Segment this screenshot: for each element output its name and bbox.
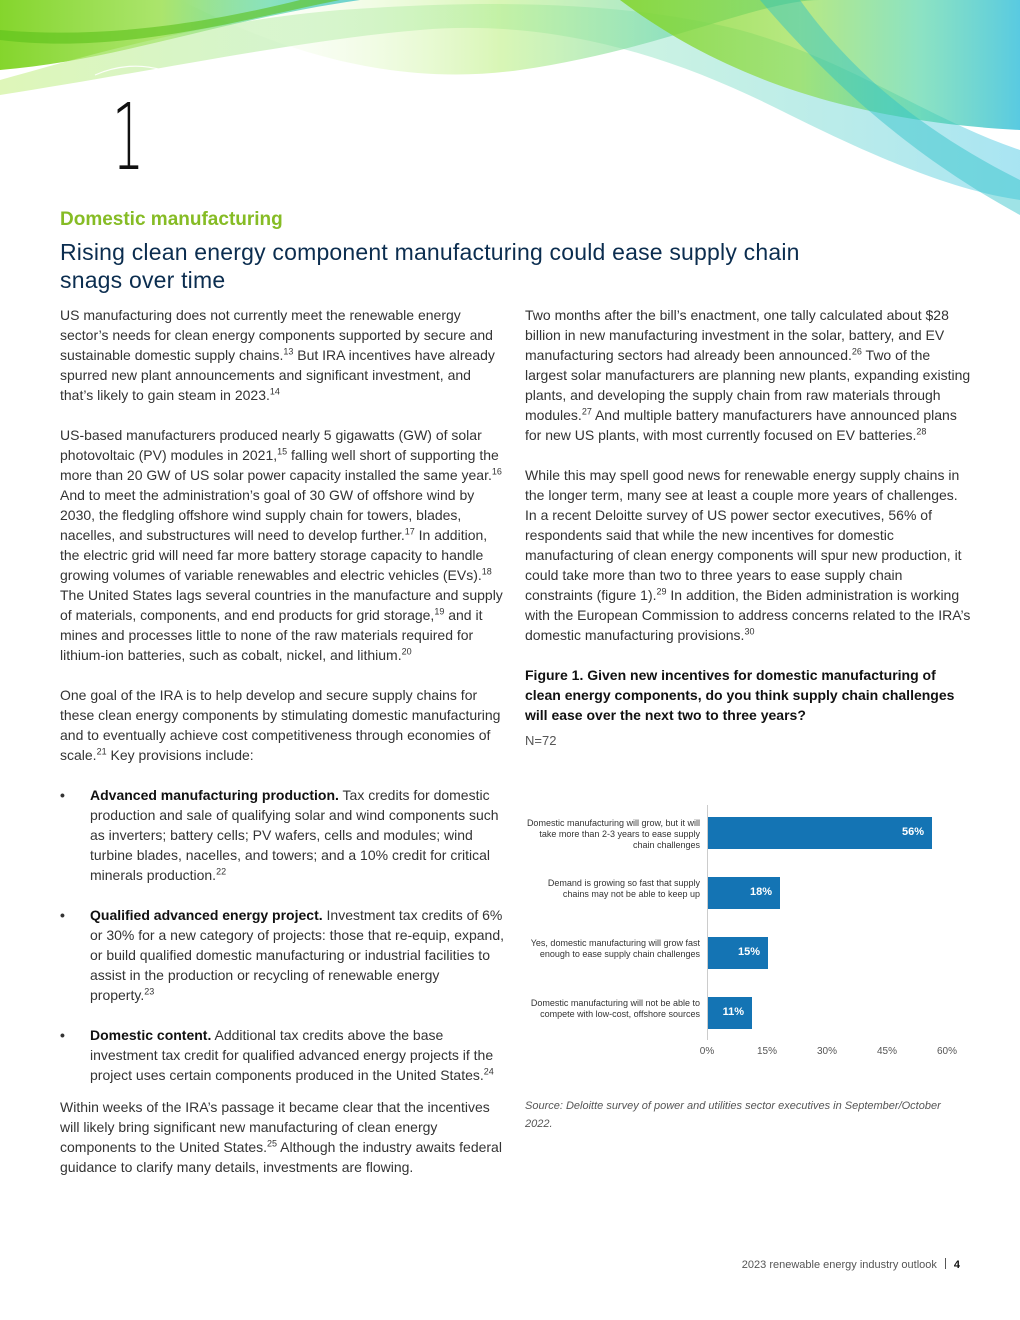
bullet-marker: • (60, 787, 65, 803)
footnote-ref[interactable]: 15 (277, 446, 288, 457)
chart-category-label: Demand is growing so fast that supply chains may not be able to keep up (547, 878, 700, 899)
page-number: 4 (953, 1259, 960, 1271)
bullet-marker: • (60, 1027, 65, 1043)
chart-bar-value-label: 11% (722, 1006, 744, 1018)
figure-source: Source: Deloitte survey of power and utilities sector executives in September/October 2022. (525, 1100, 941, 1130)
section-number: 1 (112, 84, 145, 191)
footnote-ref[interactable]: 18 (481, 566, 492, 577)
figure-sample-size: N=72 (525, 733, 557, 748)
chart-x-tick-label: 45% (876, 1046, 898, 1057)
chart-bar-value-label: 18% (749, 886, 772, 898)
footnote-ref[interactable]: 26 (851, 346, 862, 357)
list-item: • Advanced manufacturing production. Tax credits for domestic production and sale of qualifying solar and wind components such as inverters; battery cells; PV wafers, cells and modules; wind turbine blades, nacelles, and towers; and a 10% credit for critical minerals production.$^{22}$ (60, 787, 499, 883)
paragraph: US-based manufacturers produced nearly 5 gigawatts (GW) of solar photovoltaic (PV) modules in 2021,15 falling well short of supporting the more than 20 GW of US solar power capacity installed the same year.$^{16}$ And to meet the administration’s goal of 30 GW of offshore wind by 2030, the fledgling offshore wind supply chain for towers, blades, nacelles, and substructures will need to develop further.$^{17}$ In addition, the electric grid will need far more battery storage capacity to handle growing volumes of variable renewables and electric vehicles (EVs).$^{18}$ The United States lags several countries in the manufacture and supply of materials, components, and end products for grid storage,$^{19}$ and it mines and processes little to none of the raw materials required for lithium-ion batteries, such as cobalt, nickel, and lithium.$^{20}$ (60, 427, 503, 663)
footnote-ref[interactable]: 23 (144, 986, 155, 997)
footnote-ref[interactable]: 24 (483, 1066, 494, 1077)
list-item-title: Domestic content. (90, 1027, 212, 1043)
chart-x-tick-label: 60% (936, 1046, 958, 1057)
left-column (60, 305, 505, 1197)
chart-x-tick-label: 15% (756, 1046, 778, 1057)
header-banner (0, 0, 1020, 240)
page-headline: Rising clean energy component manufacturing could ease supply chain snags over time (60, 239, 800, 293)
footnote-ref[interactable]: 25 (267, 1138, 278, 1149)
chart-bar-value-label: 56% (901, 826, 924, 838)
bullet-marker: • (60, 907, 65, 923)
paragraph: Within weeks of the IRA’s passage it became clear that the incentives will likely bring significant new manufacturing of clean energy components to the United States.$^{25}$ Although the industry awaits federal guidance to clarify many details, investments are flowing. (60, 1099, 502, 1175)
footnote-ref[interactable]: 16 (491, 466, 502, 477)
figure-title: Figure 1. Given new incentives for domestic manufacturing of clean energy components, do you think supply chain challenges will ease over the next two to three years? (525, 667, 955, 723)
paragraph: One goal of the IRA is to help develop and secure supply chains for these clean energy components by stimulating domestic manufacturing and to eventually achieve cost competitiveness through economies of scale.$^{21}$ Key provisions include: (60, 687, 501, 763)
chart-bar-value-label: 15% (737, 946, 760, 958)
right-column (525, 305, 973, 751)
paragraph: Two months after the bill’s enactment, one tally calculated about $28 billion in new manufacturing investment in the solar, battery, and EV manufacturing sectors had already been announced.$^{26}$ Two of the largest solar manufacturers are planning new plants, expanding existing plants, and developing the supply chain from raw materials through modules.$^{27}$ And multiple battery manufacturers have announced plans for new US plants, with most currently focused on EV batteries.$^{28}$ (525, 307, 971, 443)
footnote-ref[interactable]: 20 (401, 646, 412, 657)
footnote-ref[interactable]: 27 (581, 406, 592, 417)
list-item: • Domestic content. Additional tax credits above the base investment tax credit for qualified advanced energy projects if the project uses certain components produced in the United States.$^{24}$ (60, 1027, 494, 1083)
footer-title: 2023 renewable energy industry outlook (741, 1259, 937, 1271)
footer-divider (945, 1258, 946, 1269)
figure-1-bar-chart (525, 795, 975, 1065)
paragraph: While this may spell good news for renewable energy supply chains in the longer term, many see at least a couple more years of challenges. In a recent Deloitte survey of US power sector executives, 56% of respondents said that while the new incentives for domestic manufacturing of clean energy components will spur new production, it could take more than two to three years to ease supply chain constraints (figure 1).$^{29}$ In addition, the Biden administration is working with the European Commission to address concerns related to the IRA’s domestic manufacturing provisions.$^{30}$ (525, 467, 971, 643)
list-item: • Qualified advanced energy project. Investment tax credits of 6% or 30% for a new category of projects: those that re-equip, expand, or build qualified domestic manufacturing or industrial facilities to assist in the production or recycling of renewable energy property.$^{23}$ (60, 907, 505, 1003)
footnote-ref[interactable]: 19 (434, 606, 445, 617)
footnote-ref[interactable]: 30 (744, 626, 755, 637)
footnote-ref[interactable]: 29 (656, 586, 667, 597)
footnote-ref[interactable]: 22 (216, 866, 227, 877)
footnote-ref[interactable]: 14 (269, 386, 280, 397)
list-item-title: Advanced manufacturing production. (90, 787, 339, 803)
chart-x-tick-label: 0% (699, 1046, 715, 1057)
footnote-ref[interactable]: 21 (96, 746, 107, 757)
page-footer (742, 1258, 960, 1271)
chart-category-label: Domestic manufacturing will grow, but it will take more than 2-3 years to ease supply chain challenges (526, 818, 700, 850)
footnote-ref[interactable]: 28 (916, 426, 927, 437)
chart-category-label: Yes, domestic manufacturing will grow fast enough to ease supply chain challenges (530, 938, 700, 959)
paragraph: US manufacturing does not currently meet the renewable energy sector’s needs for clean energy components supported by secure and sustainable domestic supply chains.$^{13}$ But IRA incentives have already spurred new plant announcements and significant investment, and that’s likely to gain steam in 2023.14 (60, 307, 495, 403)
section-label: Domestic manufacturing (60, 209, 283, 230)
key-provisions-list (60, 785, 505, 1085)
chart-x-tick-label: 30% (816, 1046, 838, 1057)
list-item-title: Qualified advanced energy project. (90, 907, 323, 923)
banner-swoosh-graphic (0, 0, 1020, 240)
footnote-ref[interactable]: 13 (283, 346, 294, 357)
footnote-ref[interactable]: 17 (404, 526, 415, 537)
chart-category-label: Domestic manufacturing will not be able to compete with low-cost, offshore sources (530, 998, 700, 1019)
